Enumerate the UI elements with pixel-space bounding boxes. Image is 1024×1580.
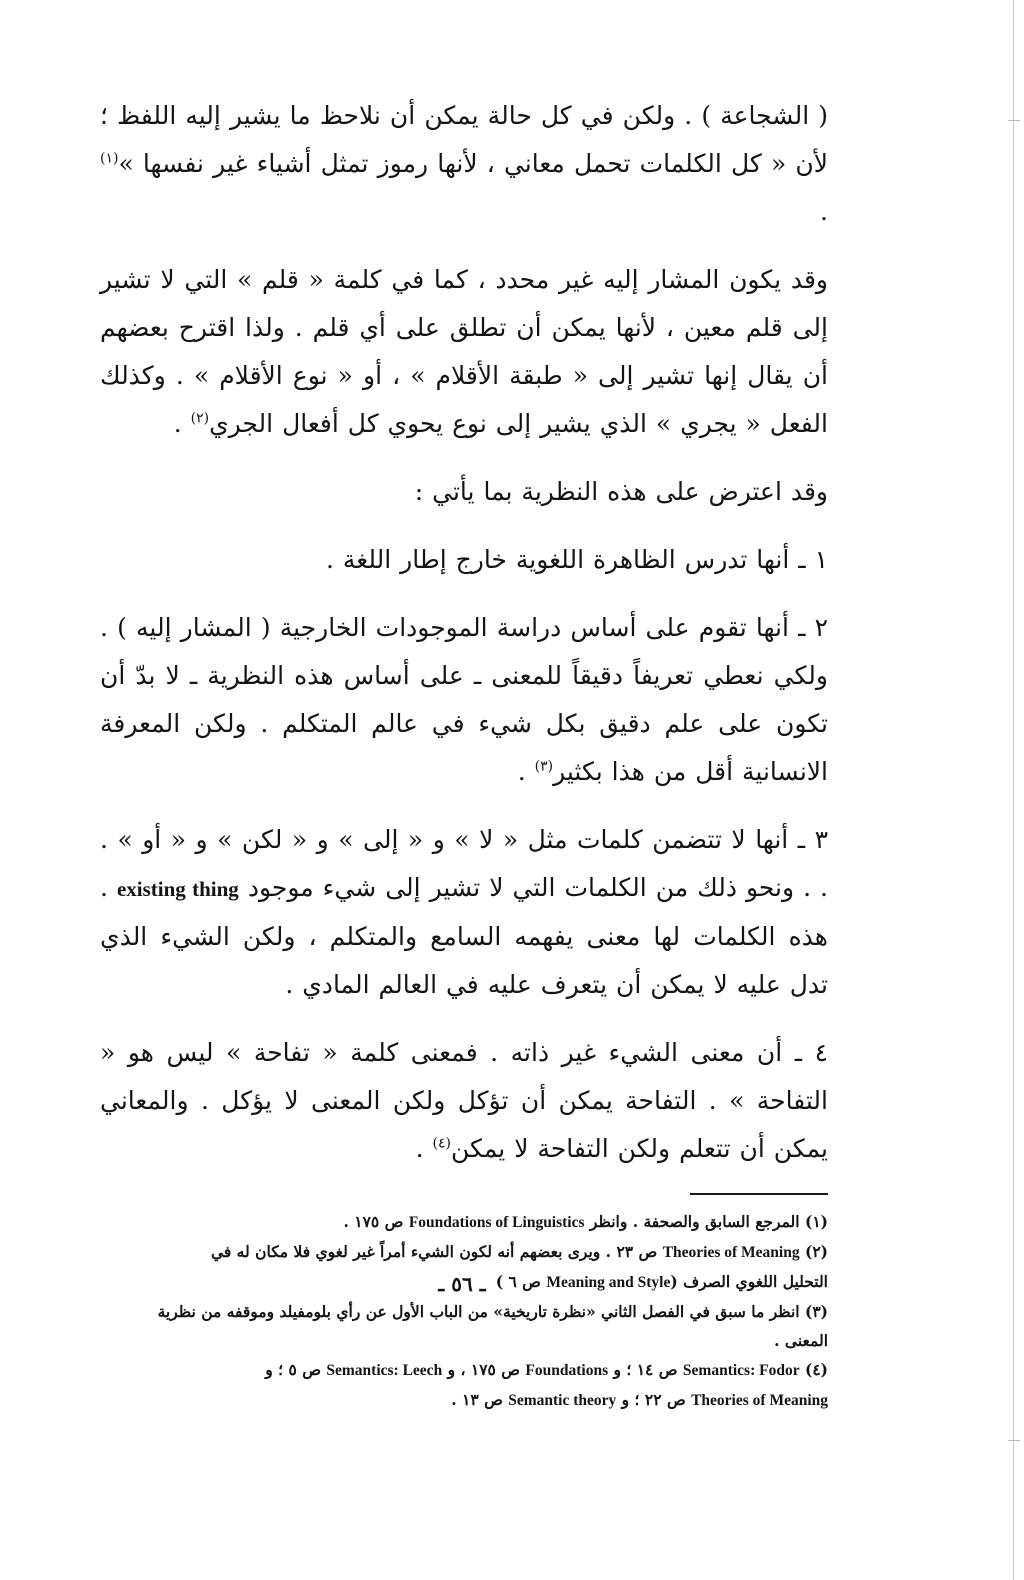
footnote-reference: (٢) xyxy=(190,410,210,427)
latin-term: Semantic theory xyxy=(508,1392,617,1409)
footnote-line xyxy=(100,1207,828,1237)
footnote-line xyxy=(100,1326,828,1355)
text-run: ٣ ـ أنها لا تتضمن كلمات مثل « لا » و « إلى » و « لكن » و « أو » . . . ونحو ذلك من الكلمات التي لا تشير إلى شيء موجود xyxy=(100,825,828,902)
text-run: (٤) xyxy=(799,1360,828,1379)
text-run: ص ٥ ؛ و xyxy=(265,1360,327,1379)
page-body xyxy=(100,92,828,1415)
footnote xyxy=(100,1297,828,1355)
footnote-line xyxy=(100,1385,828,1415)
text-run: وقد يكون المشار إليه غير محدد ، كما في كلمة « قلم » التي لا تشير إلى قلم معين ، لأنها يمكن أن تطلق على أي قلم . ولذا اقترح بعضهم أن يقال إنها تشير إلى « طبقة الأقلام » ، أو « نوع الأقلام » . وكذلك الفعل « يجري » الذي يشير إلى نوع يحوي كل أفعال الجري xyxy=(100,265,828,438)
latin-term: existing thing xyxy=(116,877,239,901)
footnote-reference: (١) xyxy=(100,150,119,167)
scan-edge-mark xyxy=(1008,120,1020,121)
text-run: . xyxy=(173,409,191,438)
footnote-separator-wrap xyxy=(100,1193,828,1195)
footnote-line xyxy=(100,1355,828,1385)
latin-term: Foundations of Linguistics xyxy=(408,1214,585,1231)
text-run: التحليل اللغوي الصرف ( xyxy=(670,1272,828,1291)
text-run: ص ٦ ) xyxy=(495,1272,547,1291)
latin-term: Theories of Meaning xyxy=(662,1244,800,1261)
text-run: . xyxy=(415,1134,433,1163)
paragraph xyxy=(100,1029,828,1173)
text-run: ١ ـ أنها تدرس الظاهرة اللغوية خارج إطار اللغة . xyxy=(325,545,828,574)
paragraph xyxy=(100,468,828,516)
scan-edge-mark xyxy=(1008,1440,1020,1441)
paragraph xyxy=(100,256,828,448)
text-run: ص ٢٢ ؛ و xyxy=(616,1390,692,1409)
footnote-reference: (٣) xyxy=(534,758,554,775)
text-run: ص ١٧٥ . xyxy=(343,1212,409,1231)
text-run: . xyxy=(820,197,828,226)
paragraph xyxy=(100,604,828,796)
scan-edge-line xyxy=(1013,0,1014,1580)
text-run: ص ١٤ ؛ و xyxy=(608,1360,683,1379)
text-run: . xyxy=(517,757,535,786)
text-run: . هذه الكلمات لها معنى يفهمه السامع والمتكلم ، ولكن الشيء الذي تدل عليه لا يمكن أن يتعرف عليه في العالم المادي . xyxy=(100,873,828,999)
paragraph xyxy=(100,536,828,584)
text-run: المعنى . xyxy=(774,1331,828,1350)
text-run: ص ١٧٥ ، و xyxy=(442,1360,526,1379)
latin-term: Foundations xyxy=(525,1362,609,1379)
footnotes xyxy=(100,1207,828,1415)
latin-term: Semantics: Fodor xyxy=(682,1362,800,1379)
latin-term: Semantics: Leech xyxy=(326,1362,443,1379)
page-number: ـ ٥٦ ـ xyxy=(438,1272,486,1296)
text-run: (٢) xyxy=(799,1242,828,1261)
latin-term: Meaning and Style xyxy=(546,1274,671,1291)
text-run: ( الشجاعة ) . ولكن في كل حالة يمكن أن نلاحظ ما يشير إليه اللفظ ؛ لأن « كل الكلمات تحمل معاني ، لأنها رموز تمثل أشياء غير نفسها » xyxy=(100,101,828,178)
footnote xyxy=(100,1355,828,1415)
text-run: ٢ ـ أنها تقوم على أساس دراسة الموجودات الخارجية ( المشار إليه ) . ولكي نعطي تعريفاً دقيقاً للمعنى ـ على أساس هذه النظرية ـ لا بدّ أن تكون على علم دقيق بكل شيء في عالم المتكلم . ولكن المعرفة الانسانية أقل من هذا بكثير xyxy=(100,613,828,786)
text-run: (١) المرجع السابق والصحفة . وانظر xyxy=(584,1212,828,1231)
latin-term: Theories of Meaning xyxy=(691,1392,828,1409)
text-run: وقد اعترض على هذه النظرية بما يأتي : xyxy=(414,477,828,506)
footnote-reference: (٤) xyxy=(432,1135,452,1152)
paragraph xyxy=(100,92,828,236)
main-text xyxy=(100,92,828,1173)
text-run: ص ١٣ . xyxy=(451,1390,509,1409)
footnote-line xyxy=(100,1237,828,1267)
footnote-line xyxy=(100,1297,828,1326)
text-run: ص ٢٣ . ويرى بعضهم أنه لكون الشيء أمراً غير لغوي فلا مكان له في xyxy=(210,1242,663,1261)
footnote xyxy=(100,1207,828,1237)
text-run: ٤ ـ أن معنى الشيء غير ذاته . فمعنى كلمة « تفاحة » ليس هو « التفاحة » . التفاحة يمكن أن تؤكل ولكن المعنى لا يؤكل . والمعاني يمكن أن تتعلم ولكن التفاحة لا يمكن xyxy=(100,1038,828,1163)
paragraph xyxy=(100,816,828,1009)
text-run: (٣) انظر ما سبق في الفصل الثاني «نظرة تاريخية» من الباب الأول عن رأي بلومفيلد وموقفه من نظرية xyxy=(157,1302,828,1321)
footnote-separator xyxy=(690,1193,828,1195)
